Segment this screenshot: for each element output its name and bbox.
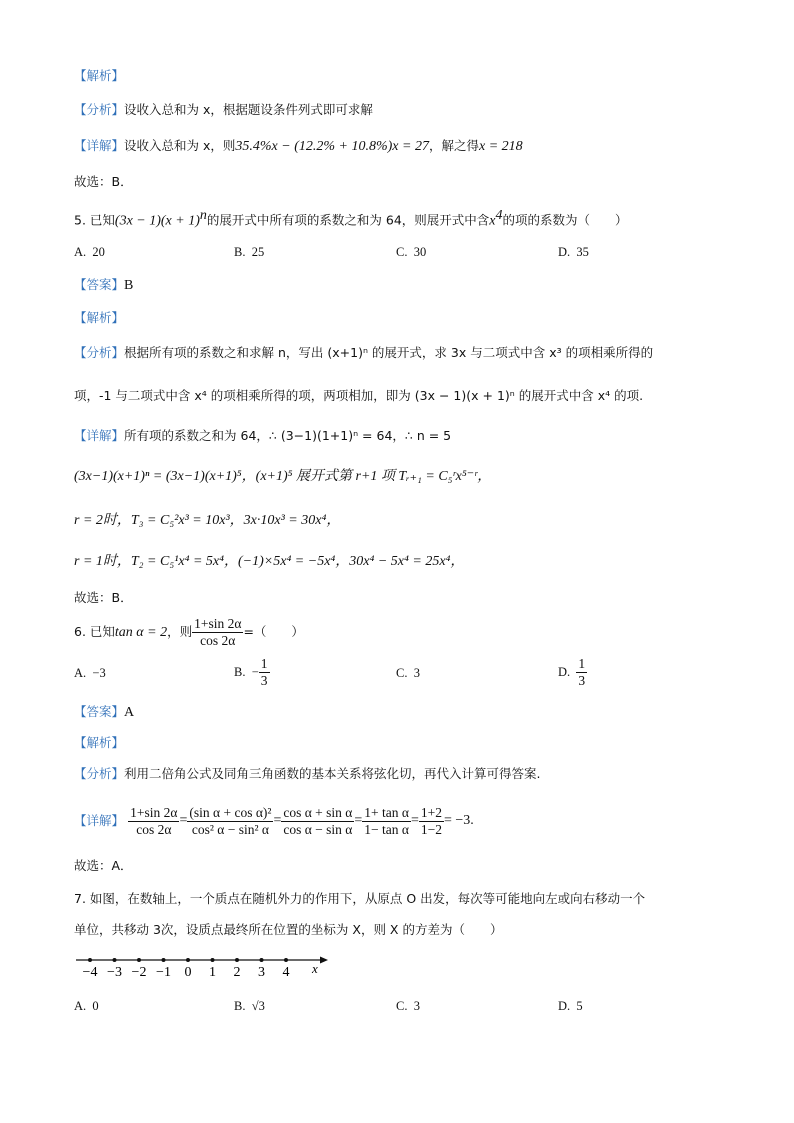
q7-stem-line-2	[74, 921, 502, 940]
q6-detail-frac-2-den: cos² α − sin² α	[191, 821, 269, 837]
q6-detail-tag: 【详解】	[74, 813, 125, 828]
number-line-arrow	[320, 957, 328, 964]
q5-option-a[interactable]	[74, 245, 105, 260]
q5-detail-text-4: r = 1时，T₂ = C₅¹x⁴ = 5x⁴，(−1)×5x⁴ = −5x⁴，30x⁴ − 5x⁴ = 25x⁴，	[74, 554, 465, 569]
q7-option-b-value: √3	[251, 999, 265, 1013]
q6-detail-result: = −3.	[444, 813, 474, 828]
q6-detail-frac-2	[187, 805, 273, 838]
q6-detail-eq-2: =	[273, 813, 282, 828]
q6-detail-line	[74, 803, 474, 840]
q6-option-b-fraction	[259, 656, 270, 689]
q5-fenxi-tag: 【分析】	[74, 345, 125, 360]
number-line-point	[284, 958, 288, 962]
analysis-line	[74, 101, 373, 120]
q5-option-a-label: A.	[74, 245, 87, 259]
q6-option-a-value: −3	[92, 666, 106, 680]
q6-option-b[interactable]	[234, 656, 270, 689]
q5-option-b[interactable]	[234, 245, 264, 260]
number-line-label: −1	[156, 965, 171, 980]
q7-option-d-value: 5	[576, 999, 583, 1013]
number-line-label: 1	[209, 965, 216, 980]
q6-option-d[interactable]	[558, 656, 587, 689]
q5-stem	[74, 207, 628, 230]
q5-stem-exp: n	[199, 208, 207, 223]
q6-detail-frac-1	[128, 805, 179, 838]
number-line-label: 0	[184, 965, 192, 980]
q6-detail-frac-3-num: cos α + sin α	[283, 804, 353, 820]
q6-conclusion-text: 故选：A．	[74, 858, 133, 873]
detail-equation: 35.4%x − (12.2% + 10.8%)x = 27	[235, 139, 429, 154]
q5-detail-line-3	[74, 512, 340, 530]
q6-option-d-fraction	[576, 656, 587, 689]
q5-stem-text: 5. 已知	[74, 212, 115, 228]
detail-text: 设收入总和为 x，则	[124, 138, 236, 153]
number-line-label: 4	[282, 965, 290, 980]
q6-option-b-sign: −	[251, 665, 259, 679]
analysis-heading	[74, 67, 124, 86]
number-line-figure	[74, 954, 334, 982]
number-line-label: −4	[82, 965, 98, 980]
q6-detail-frac-2-num: (sin α + cos α)²	[189, 804, 272, 820]
q7-option-d-label: D.	[558, 999, 571, 1013]
q5-answer-tag: 【答案】	[74, 277, 125, 292]
number-line-point	[211, 958, 215, 962]
q5-detail-line-4	[74, 553, 464, 571]
q6-answer-value: A	[124, 705, 135, 720]
q5-option-c-value: 30	[413, 245, 427, 259]
tag-xiangjie: 【详解】	[74, 138, 125, 153]
q7-option-b-label: B.	[234, 999, 246, 1013]
q6-option-a[interactable]	[74, 666, 106, 681]
q6-detail-frac-3-den: cos α − sin α	[283, 821, 353, 837]
q6-stem	[74, 615, 304, 650]
q5-fenxi-line-1	[74, 344, 653, 363]
q6-option-b-den: 3	[260, 673, 268, 688]
q6-option-c-label: C.	[396, 666, 408, 680]
q6-stem-text-3: =（ ）	[243, 624, 304, 639]
q6-conclusion	[74, 857, 133, 876]
q5-detail-text-2: (3x−1)(x+1)ⁿ = (3x−1)(x+1)⁵，(x+1)⁵ 展开式第 r+1 项 Tᵣ₊₁ = C₅ʳx⁵⁻ʳ，	[74, 469, 492, 484]
q7-option-d[interactable]	[558, 999, 583, 1014]
q7-option-a-value: 0	[92, 999, 99, 1013]
q6-analysis-heading	[74, 734, 124, 753]
q7-stem-line-1	[74, 890, 645, 909]
q5-detail-line-1	[74, 427, 451, 446]
q6-detail-eq-1: =	[179, 813, 188, 828]
q5-option-c[interactable]	[396, 245, 426, 260]
q6-option-c-value: 3	[413, 666, 420, 680]
q6-detail-frac-5	[419, 805, 444, 838]
q5-option-b-value: 25	[251, 245, 265, 259]
q6-option-d-label: D.	[558, 665, 571, 679]
detail-line	[74, 137, 523, 156]
q7-option-c-value: 3	[413, 999, 420, 1013]
q6-stem-text: 6. 已知	[74, 624, 115, 639]
q5-detail-tag: 【详解】	[74, 428, 125, 443]
q6-detail-frac-1-den: cos 2α	[136, 821, 172, 837]
number-line-point	[88, 958, 92, 962]
q6-detail-frac-4-den: 1− tan α	[364, 821, 409, 837]
number-line-point	[113, 958, 117, 962]
q6-fenxi-tag: 【分析】	[74, 766, 125, 781]
q7-option-b[interactable]	[234, 999, 265, 1014]
q6-option-a-label: A.	[74, 666, 87, 680]
q5-stem-text-3: 的项的系数为（ ）	[502, 212, 628, 228]
conclusion-text: 故选：B．	[74, 174, 133, 189]
q5-analysis-heading	[74, 309, 124, 328]
q5-option-d-label: D.	[558, 245, 571, 259]
q5-option-b-label: B.	[234, 245, 246, 259]
q6-stem-fraction	[192, 616, 243, 649]
number-line-label: −3	[107, 965, 122, 980]
number-line-label: 3	[258, 965, 265, 980]
q5-detail-line-2	[74, 468, 491, 486]
q5-fenxi-text-2: 项，-1 与二项式中含 x⁴ 的项相乘所得的项，两项相加，即为 (3x − 1)(x + 1)ⁿ 的展开式中含 x⁴ 的项.	[74, 388, 644, 403]
number-line-label: −2	[131, 965, 147, 980]
q6-detail-frac-5-den: 1−2	[420, 821, 442, 837]
q5-stem-math-2: x	[489, 213, 496, 229]
q6-option-d-num: 1	[578, 656, 586, 671]
q7-stem-text-2: 单位，共移动 3次，设质点最终所在位置的坐标为 X，则 X 的方差为（ ）	[74, 922, 503, 937]
conclusion-line	[74, 173, 133, 192]
q5-detail-text-3: r = 2时，T₃ = C₅²x³ = 10x³，3x·10x³ = 30x⁴，	[74, 513, 341, 528]
q5-stem-text-2: 的展开式中所有项的系数之和为 64，则展开式中含	[206, 212, 490, 228]
q6-detail-frac-4-num: 1+ tan α	[364, 804, 409, 820]
q6-detail-eq-3: =	[354, 813, 363, 828]
q6-option-d-den: 3	[578, 673, 586, 688]
q5-option-d[interactable]	[558, 245, 589, 260]
number-line-point	[235, 958, 239, 962]
number-line-point	[186, 958, 190, 962]
number-line-label: 2	[233, 965, 241, 980]
q6-answer	[74, 703, 134, 722]
q5-detail-text-1: 所有项的系数之和为 64，∴ (3−1)(1+1)ⁿ = 64，∴ n = 5	[124, 428, 452, 443]
analysis-text: 设收入总和为 x，根据题设条件列式即可求解	[124, 102, 373, 117]
number-line-points	[83, 958, 290, 980]
q6-stem-text-2: ，则	[167, 624, 193, 639]
q5-answer	[74, 276, 133, 295]
tag-fenxi: 【分析】	[74, 102, 125, 117]
q6-stem-frac-den: cos 2α	[200, 633, 236, 648]
q6-option-c[interactable]	[396, 666, 420, 681]
number-line-var: x	[312, 961, 318, 976]
q6-option-b-num: 1	[260, 656, 268, 671]
q6-analysis-tag: 【解析】	[74, 735, 125, 750]
q6-answer-tag: 【答案】	[74, 704, 125, 719]
number-line-point	[260, 958, 264, 962]
q5-option-d-value: 35	[576, 245, 589, 259]
detail-text-2: ，解之得	[428, 138, 479, 153]
q6-detail-frac-3	[281, 805, 354, 838]
q6-detail-eq-4: =	[410, 813, 419, 828]
q6-stem-math: tan α = 2	[114, 625, 168, 640]
q5-fenxi-text-1: 根据所有项的系数之和求解 n，写出 (x+1)ⁿ 的展开式，求 3x 与二项式中含 x³ 的项相乘所得的	[124, 345, 654, 360]
q5-conclusion-text: 故选：B．	[74, 590, 133, 605]
number-line-point	[137, 958, 141, 962]
detail-solution: x = 218	[479, 139, 523, 154]
q5-stem-exp-2: 4	[495, 208, 503, 223]
q5-fenxi-line-2	[74, 387, 643, 406]
q7-option-c-label: C.	[396, 999, 408, 1013]
q6-detail-frac-5-num: 1+2	[420, 804, 442, 820]
q7-stem-text-1: 7. 如图，在数轴上，一个质点在随机外力的作用下，从原点 O 出发，每次等可能地向左或向右移动一个	[74, 891, 646, 906]
q5-answer-value: B	[124, 278, 134, 293]
q5-option-c-label: C.	[396, 245, 408, 259]
q5-analysis-tag: 【解析】	[74, 310, 125, 325]
q5-stem-math: (3x − 1)(x + 1)	[114, 213, 200, 229]
q6-detail-frac-1-num: 1+sin 2α	[130, 804, 178, 820]
q6-fenxi-line	[74, 765, 541, 784]
q7-option-c[interactable]	[396, 999, 420, 1014]
q6-option-b-label: B.	[234, 665, 246, 679]
tag-jiexi: 【解析】	[74, 68, 125, 83]
q6-detail-frac-4	[362, 805, 411, 838]
q6-fenxi-text: 利用二倍角公式及同角三角函数的基本关系将弦化切，再代入计算可得答案.	[124, 766, 541, 781]
q5-option-a-value: 20	[92, 245, 105, 259]
q7-option-a-label: A.	[74, 999, 87, 1013]
q6-stem-frac-num: 1+sin 2α	[194, 616, 242, 631]
number-line-point	[162, 958, 166, 962]
q7-option-a[interactable]	[74, 999, 99, 1014]
q5-conclusion	[74, 589, 133, 608]
